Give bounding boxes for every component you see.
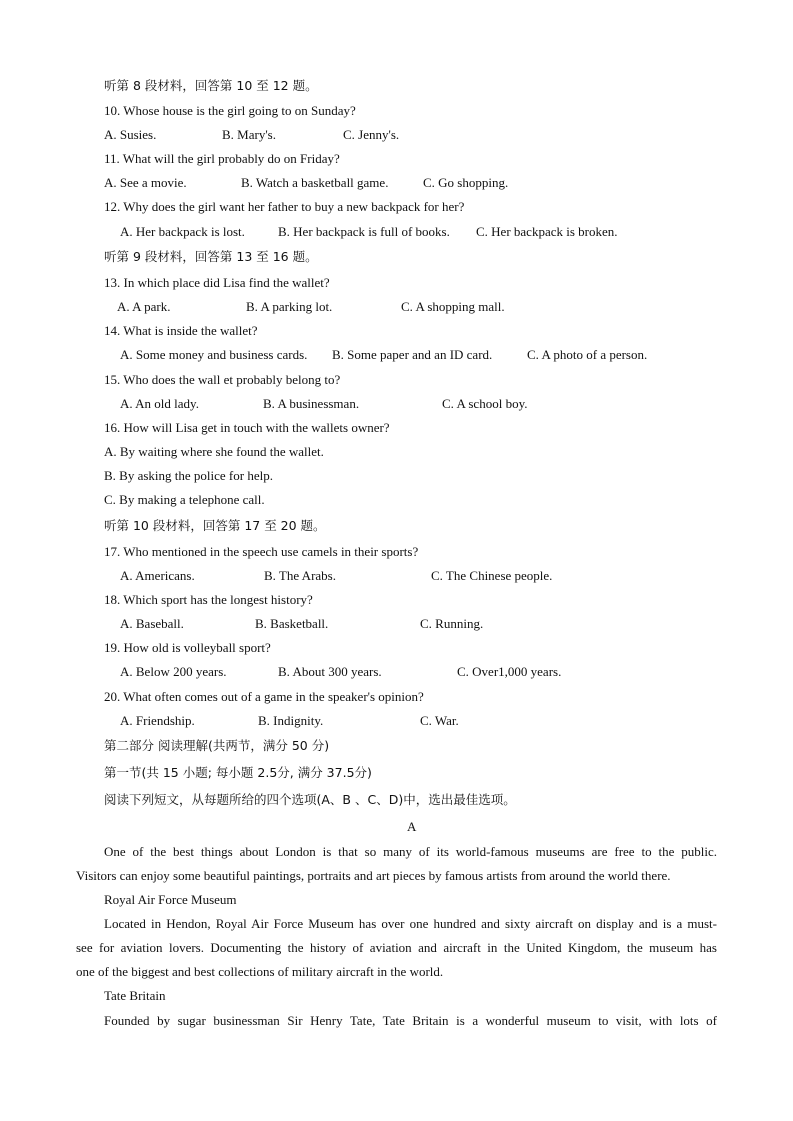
question-20: 20. What often comes out of a game in the speaker's opinion? (104, 689, 424, 704)
q17-option-b: B. The Arabs. (264, 568, 336, 583)
q17-option-c: C. The Chinese people. (431, 568, 553, 583)
q10-option-a: A. Susies. (104, 127, 157, 142)
q17-option-a: A. Americans. (120, 568, 195, 583)
museum-heading-raf: Royal Air Force Museum (104, 892, 237, 907)
q19-option-c: C. Over1,000 years. (457, 664, 562, 679)
passage-p2-line3: one of the biggest and best collections of military aircraft in the world. (76, 964, 444, 979)
q10-option-c: C. Jenny's. (343, 127, 400, 142)
section-heading-8: 听第 8 段材料，回答第 10 至 12 题。 (104, 78, 318, 93)
q13-option-a: A. A park. (117, 299, 171, 314)
question-14: 14. What is inside the wallet? (104, 323, 258, 338)
section1-heading: 第一节(共 15 小题; 每小题 2.5分, 满分 37.5分) (104, 765, 372, 780)
passage-p1-line1: One of the best things about London is that so many of its world-famous museums are free to the public. (104, 844, 717, 859)
q11-option-b: B. Watch a basketball game. (241, 175, 389, 190)
q11-option-c: C. Go shopping. (423, 175, 509, 190)
question-18: 18. Which sport has the longest history? (104, 592, 313, 607)
question-13: 13. In which place did Lisa find the wallet? (104, 275, 330, 290)
q12-option-a: A. Her backpack is lost. (120, 224, 245, 239)
reading-instructions: 阅读下列短文，从每题所给的四个选项(A、B 、C、D)中，选出最佳选项。 (104, 792, 516, 807)
q12-option-b: B. Her backpack is full of books. (278, 224, 450, 239)
question-16: 16. How will Lisa get in touch with the wallets owner? (104, 420, 390, 435)
q16-option-c: C. By making a telephone call. (104, 492, 265, 507)
q13-option-b: B. A parking lot. (246, 299, 333, 314)
q14-option-c: C. A photo of a person. (527, 347, 648, 362)
q15-option-b: B. A businessman. (263, 396, 360, 411)
section-heading-9: 听第 9 段材料，回答第 13 至 16 题。 (104, 249, 318, 264)
q18-option-c: C. Running. (420, 616, 484, 631)
q15-option-c: C. A school boy. (442, 396, 528, 411)
question-10: 10. Whose house is the girl going to on Sunday? (104, 103, 356, 118)
q18-option-a: A. Baseball. (120, 616, 184, 631)
section-heading-10: 听第 10 段材料，回答第 17 至 20 题。 (104, 518, 326, 533)
q16-option-b: B. By asking the police for help. (104, 468, 273, 483)
q15-option-a: A. An old lady. (120, 396, 199, 411)
q13-option-c: C. A shopping mall. (401, 299, 505, 314)
museum-heading-tate: Tate Britain (104, 988, 166, 1003)
question-17: 17. Who mentioned in the speech use camels in their sports? (104, 544, 419, 559)
question-11: 11. What will the girl probably do on Friday? (104, 151, 340, 166)
passage-p3-line1: Founded by sugar businessman Sir Henry Tate, Tate Britain is a wonderful museum to visit, with lots of (104, 1013, 717, 1028)
q19-option-a: A. Below 200 years. (120, 664, 227, 679)
question-12: 12. Why does the girl want her father to buy a new backpack for her? (104, 199, 465, 214)
q11-option-a: A. See a movie. (104, 175, 187, 190)
q12-option-c: C. Her backpack is broken. (476, 224, 618, 239)
q18-option-b: B. Basketball. (255, 616, 329, 631)
part2-heading: 第二部分 阅读理解(共两节，满分 50 分) (104, 738, 330, 753)
q14-option-a: A. Some money and business cards. (120, 347, 308, 362)
q20-option-a: A. Friendship. (120, 713, 195, 728)
question-19: 19. How old is volleyball sport? (104, 640, 271, 655)
passage-p1-line2: Visitors can enjoy some beautiful paintings, portraits and art pieces by famous artists from around the world there. (76, 868, 671, 883)
q20-option-c: C. War. (420, 713, 459, 728)
question-15: 15. Who does the wall et probably belong to? (104, 372, 341, 387)
q19-option-b: B. About 300 years. (278, 664, 382, 679)
passage-p2-line2: see for aviation lovers. Documenting the history of aviation and aircraft in the United Kingdom, the museum has (76, 940, 717, 955)
passage-p2-line1: Located in Hendon, Royal Air Force Museum has over one hundred and sixty aircraft on display and is a must- (104, 916, 717, 931)
q16-option-a: A. By waiting where she found the wallet. (104, 444, 324, 459)
passage-label: A (407, 819, 417, 834)
q10-option-b: B. Mary's. (222, 127, 276, 142)
q14-option-b: B. Some paper and an ID card. (332, 347, 493, 362)
q20-option-b: B. Indignity. (258, 713, 324, 728)
